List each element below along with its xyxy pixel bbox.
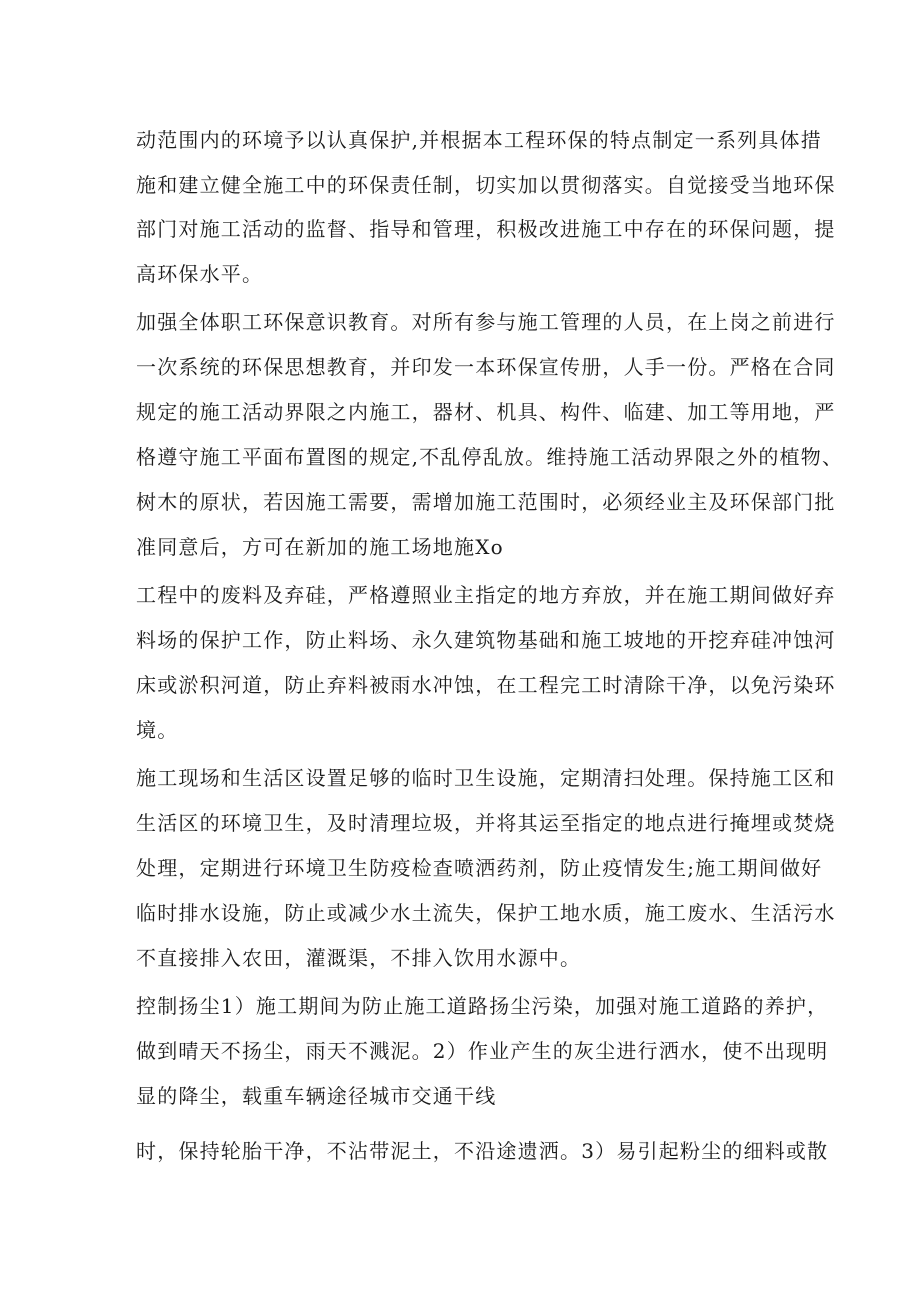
text-line: 部门对施工活动的监督、指导和管理，积极改进施工中存在的环保问题，提 [136, 217, 836, 241]
text-line: 工程中的废料及弃硅，严格遵照业主指定的地方弃放，并在施工期间做好弃 [136, 583, 836, 607]
text-line: 树木的原状，若因施工需要，需增加施工范围时，必须经业主及环保部门批 [136, 490, 836, 514]
text-line: 高环保水平。 [136, 262, 264, 286]
text-line: 施工现场和生活区设置足够的临时卫生设施，定期清扫处理。保持施工区和 [136, 766, 836, 790]
text-line: 施和建立健全施工中的环保责任制，切实加以贯彻落实。自觉接受当地环保 [136, 173, 836, 197]
text-line: 控制扬尘1）施工期间为防止施工道路扬尘污染，加强对施工道路的养护， [136, 994, 829, 1018]
text-line: 不直接排入农田，灌溉渠，不排入饮用水源中。 [136, 946, 582, 970]
text-line: 准同意后，方可在新加的施工场地施Xo [136, 535, 504, 559]
text-line: 料场的保护工作，防止料场、永久建筑物基础和施工坡地的开挖弃硅冲蚀河 [136, 628, 836, 652]
text-line: 床或淤积河道，防止弃料被雨水冲蚀，在工程完工时清除干净，以免污染环 [136, 673, 836, 697]
text-line: 境。 [136, 718, 179, 742]
text-line: 一次系统的环保思想教育，并印发一本环保宣传册，人手一份。严格在合同 [136, 355, 836, 379]
text-line: 显的降尘，载重车辆途径城市交通干线 [136, 1084, 497, 1108]
text-line: 处理，定期进行环境卫生防疫检查喷洒药剂，防止疫情发生;施工期间做好 [136, 856, 823, 880]
text-line: 生活区的环境卫生，及时清理垃圾，并将其运至指定的地点进行掩埋或焚烧 [136, 811, 836, 835]
text-line: 格遵守施工平面布置图的规定,不乱停乱放。维持施工活动界限之外的植物、 [136, 445, 844, 469]
text-line: 临时排水设施，防止或减少水土流失，保护工地水质，施工废水、生活污水 [136, 901, 836, 925]
text-line: 做到晴天不扬尘，雨天不溅泥。2）作业产生的灰尘进行洒水，使不出现明 [136, 1039, 829, 1063]
text-line: 加强全体职工环保意识教育。对所有参与施工管理的人员，在上岗之前进行 [136, 310, 836, 334]
text-line: 规定的施工活动界限之内施工，器材、机具、构件、临建、加工等用地，严 [136, 400, 836, 424]
text-line: 动范围内的环境予以认真保护,并根据本工程环保的特点制定一系列具体措 [136, 128, 822, 152]
text-line: 时，保持轮胎干净，不沾带泥土，不沿途遗洒。3）易引起粉尘的细料或散 [136, 1139, 829, 1163]
